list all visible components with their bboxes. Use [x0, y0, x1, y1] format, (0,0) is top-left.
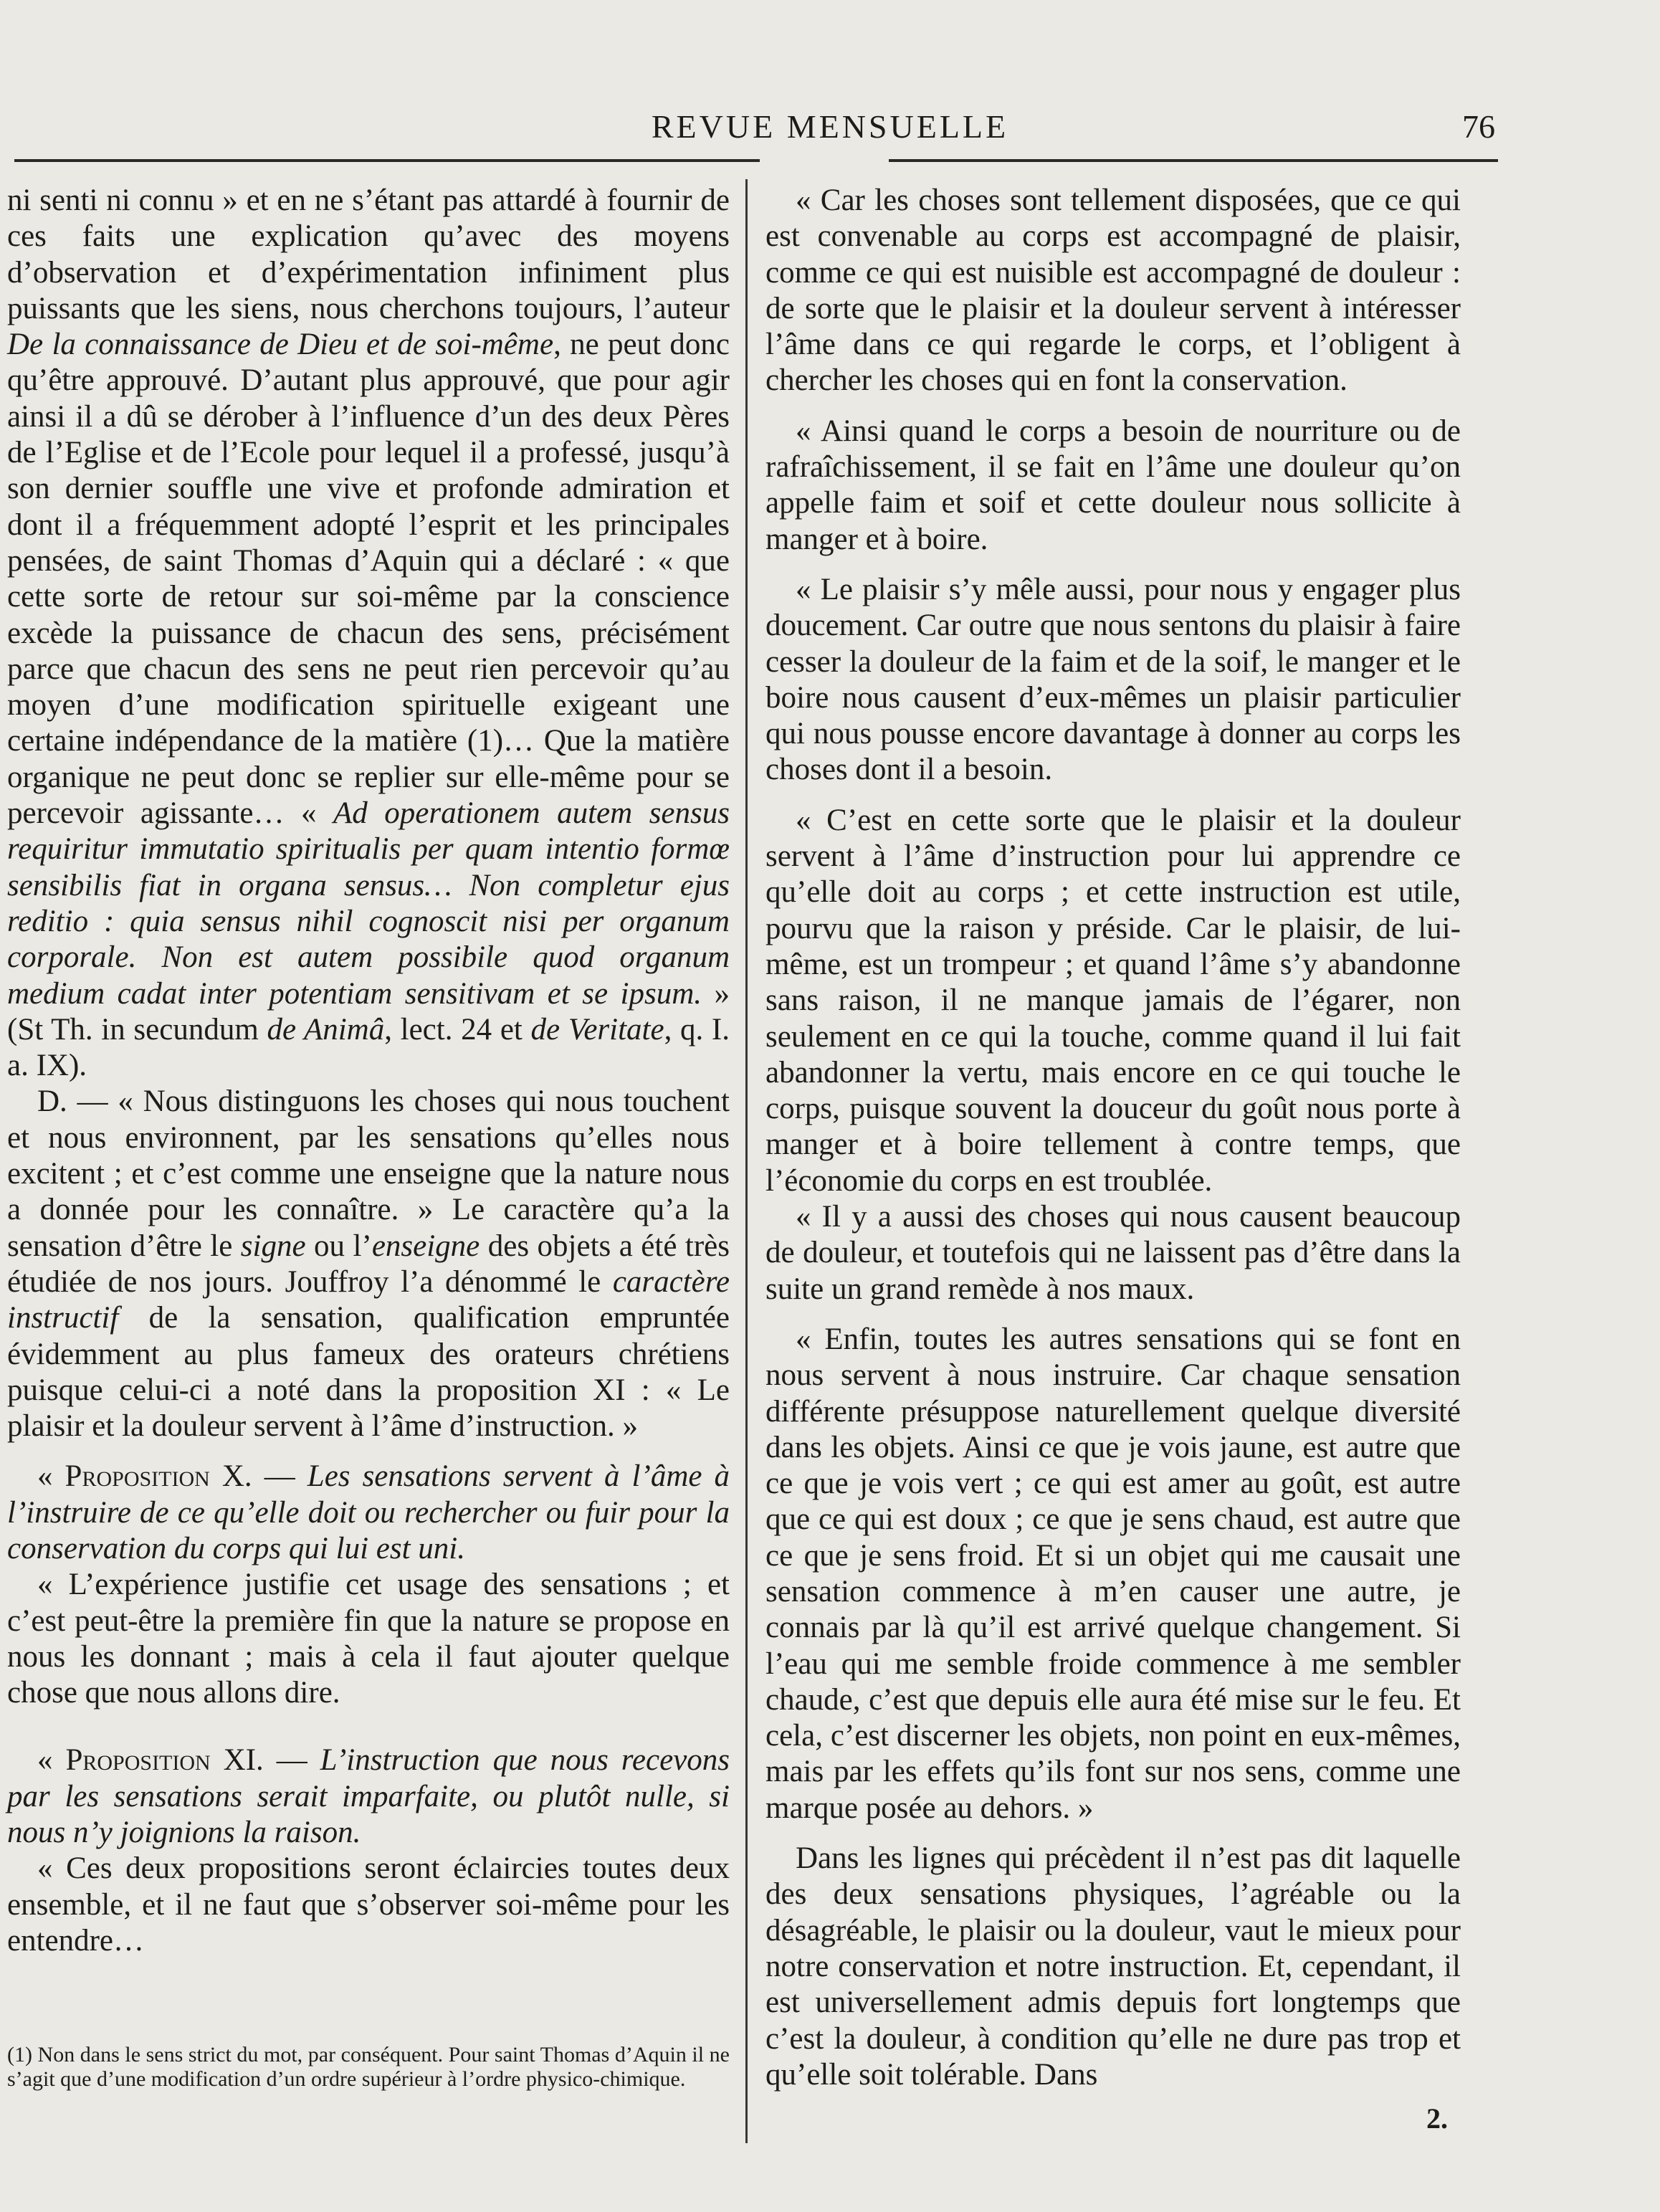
header-rule-right — [889, 159, 1498, 162]
journal-title: REVUE MENSUELLE — [651, 108, 1009, 145]
paragraph: « Ces deux propositions seront éclaircies toutes deux ensemble, et il ne faut que s’observer soi-même pour les entendre… — [7, 1851, 730, 1958]
signature-mark: 2. — [1426, 2102, 1448, 2135]
proposition-x: « Proposition X. — Les sensations servent à l’âme à l’instruire de ce qu’elle doit ou rechercher ou fuir pour la conservation du corps qui lui est uni. — [7, 1459, 730, 1565]
right-column — [765, 183, 1461, 2093]
paragraph: « Il y a aussi des choses qui nous causent beaucoup de douleur, et toutefois qui ne laissent pas d’être dans la suite un grand remède à nos maux. — [765, 1200, 1461, 1306]
footnote: (1) Non dans le sens strict du mot, par conséquent. Pour saint Thomas d’Aquin il ne s’agit que d’une modification d’un ordre supérieur à l’ordre physico-chimique. — [7, 2043, 730, 2091]
paragraph: Dans les lignes qui précèdent il n’est pas dit laquelle des deux sensations physiques, l’agréable ou la désagréable, le plaisir ou la douleur, vaut le mieux pour notre conservation et notre instruction. Et, cependant, il est universellement admis depuis fort longtemps que c’est la douleur, à condition qu’elle ne dure pas trop et qu’elle soit tolérable. Dans — [765, 1841, 1461, 2092]
paragraph: « Ainsi quand le corps a besoin de nourriture ou de rafraîchissement, il se fait en l’âme une douleur qu’on appelle faim et soif et cette douleur nous sollicite à manger et à boire. — [765, 414, 1461, 556]
running-header — [0, 108, 1660, 151]
paragraph: « Car les choses sont tellement disposées, que ce qui est convenable au corps est accompagné de plaisir, comme ce qui est nuisible est accompagné de douleur : de sorte que le plaisir et la douleur servent à intéresser l’âme dans ce qui regarde le corps, et l’obligent à chercher les choses qui en font la conservation. — [765, 183, 1461, 398]
paragraph: « L’expérience justifie cet usage des sensations ; et c’est peut-être la première fin que la nature se propose en nous les donnant ; mais à cela il faut ajouter quelque chose que nous allons dire. — [7, 1568, 730, 1710]
page-number: 76 — [1462, 108, 1495, 145]
paragraph: « Le plaisir s’y mêle aussi, pour nous y engager plus doucement. Car outre que nous sentons du plaisir à faire cesser la douleur de la faim et de la soif, le manger et le boire nous causent d’eux-mêmes un plaisir particulier qui nous pousse encore davantage à donner au corps les choses dont il a besoin. — [765, 572, 1461, 787]
paragraph: « C’est en cette sorte que le plaisir et la douleur servent à l’âme d’instruction pour lui apprendre ce qu’elle doit au corps ; et cette instruction est utile, pourvu que la raison y préside. Car le plaisir, de lui-même, est un trompeur ; et quand l’âme s’y abandonne sans raison, il ne manque jamais de l’égarer, non seulement en ce qui la touche, comme quand il lui fait abandonner la vertu, mais encore en ce qui touche le corps, puisque souvent la douceur du goût nous porte à manger et à boire tellement à contre temps, que l’économie du corps en est troublée. — [765, 803, 1461, 1198]
paragraph: D. — « Nous distinguons les choses qui nous touchent et nous environnent, par les sensations qu’elles nous excitent ; et c’est comme une enseigne que la nature nous a donnée pour les connaître. » Le caractère qu’a la sensation d’être le signe ou l’enseigne des objets a été très étudiée de nos jours. Jouffroy l’a dénommé le caractère instructif de la sensation, qualification empruntée évidemment au plus fameux des orateurs chrétiens puisque celui-ci a noté dans la proposition XI : « Le plaisir et la douleur servent à l’âme d’instruction. » — [7, 1084, 730, 1444]
left-column — [7, 183, 730, 1959]
column-divider — [745, 179, 748, 2143]
header-rule-left — [14, 159, 760, 162]
paragraph: ni senti ni connu » et en ne s’étant pas attardé à fournir de ces faits une explication qu’avec des moyens d’observation et d’expérimentation infiniment plus puissants que les siens, nous cherchons toujours, l’auteur De la connaissance de Dieu et de soi-même, ne peut donc qu’être approuvé. D’autant plus approuvé, que pour agir ainsi il a dû se dérober à l’influence d’un des deux Pères de l’Eglise et de l’Ecole pour lequel il a professé, jusqu’à son dernier souffle une vive et profonde admiration et dont il a fréquemment adopté l’esprit et les principales pensées, de saint Thomas d’Aquin qui a déclaré : « que cette sorte de retour sur soi-même par la conscience excède la puissance de chacun des sens, précisément parce que chacun des sens ne peut rien percevoir qu’au moyen d’une modification spirituelle exigeant une certaine indépendance de la matière (1)… Que la matière organique ne peut donc se replier sur elle-même pour se percevoir agissante… « Ad operationem autem sensus requiritur immutatio spiritualis per quam intentio formœ sensibilis fiat in organa sensus… Non completur ejus reditio : quia sensus nihil cognoscit nisi per organum corporale. Non est autem possibile quod organum medium cadat inter potentiam sensitivam et se ipsum. » (St Th. in secundum de Animâ, lect. 24 et de Veritate, q. I. a. IX). — [7, 183, 730, 1083]
paragraph: « Enfin, toutes les autres sensations qui se font en nous servent à nous instruire. Car chaque sensation différente présuppose naturellement quelque diversité dans les objets. Ainsi ce que je vois jaune, est autre que ce que je vois vert ; ce qui est amer au goût, est autre que ce qui est doux ; ce que je sens chaud, est autre que ce que je sens froid. Et si un objet qui me causait une sensation commence à m’en causer une autre, je connais par là qu’il est arrivé quelque changement. Si l’eau qui me semble froide commence à me sembler chaude, c’est que depuis elle aura été mise sur le feu. Et cela, c’est discerner les objets, non point en eux-mêmes, mais par les effets qu’ils font sur nos sens, comme une marque posée au dehors. » — [765, 1322, 1461, 1825]
proposition-xi: « Proposition XI. — L’instruction que nous recevons par les sensations serait imparfaite, ou plutôt nulle, si nous n’y joignions la raison. — [7, 1743, 730, 1850]
